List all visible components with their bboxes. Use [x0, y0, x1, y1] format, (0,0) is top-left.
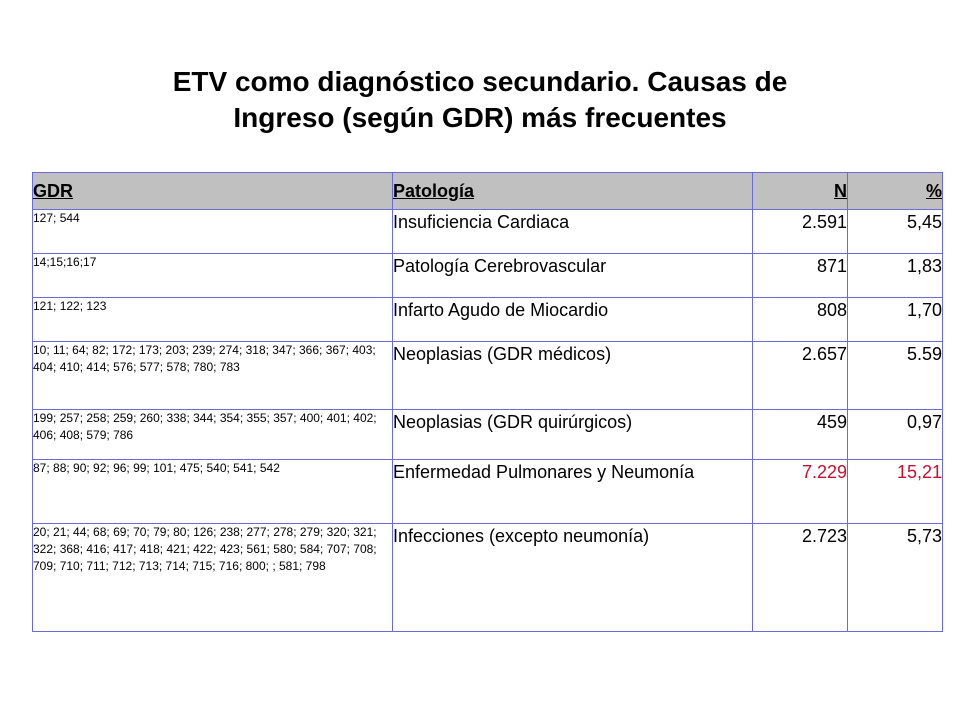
pct-cell-highlight: 15,21: [848, 460, 943, 524]
header-pct: %: [848, 173, 943, 210]
pct-cell: 1,83: [848, 254, 943, 298]
pct-cell: 5,45: [848, 210, 943, 254]
gdr-codes-cell: 121; 122; 123: [33, 298, 393, 342]
gdr-codes-cell: 199; 257; 258; 259; 260; 338; 344; 354; 355; 357; 400; 401; 402; 406; 408; 579; 786: [33, 410, 393, 460]
gdr-codes-cell: 87; 88; 90; 92; 96; 99; 101; 475; 540; 541; 542: [33, 460, 393, 524]
header-gdr: GDR: [33, 173, 393, 210]
header-n: N: [753, 173, 848, 210]
table-row: [33, 460, 943, 524]
table-row: [33, 410, 943, 460]
gdr-table: [32, 172, 943, 632]
patologia-cell: Insuficiencia Cardiaca: [393, 210, 753, 254]
pct-cell: 1,70: [848, 298, 943, 342]
table-row: [33, 254, 943, 298]
table-row: [33, 210, 943, 254]
patologia-cell: Neoplasias (GDR quirúrgicos): [393, 410, 753, 460]
gdr-codes-cell: 20; 21; 44; 68; 69; 70; 79; 80; 126; 238; 277; 278; 279; 320; 321; 322; 368; 416; 417; 418; 421; 422; 423; 561; 580; 584; 707; 708; 709; 710; 711; 712; 713; 714; 715; 716; 800; ; 581; 798: [33, 524, 393, 632]
pct-cell: 0,97: [848, 410, 943, 460]
table-row: [33, 298, 943, 342]
gdr-codes-cell: 14;15;16;17: [33, 254, 393, 298]
gdr-codes-cell: 127; 544: [33, 210, 393, 254]
pct-cell: 5,73: [848, 524, 943, 632]
header-patologia: Patología: [393, 173, 753, 210]
patologia-cell: Neoplasias (GDR médicos): [393, 342, 753, 410]
table-row: [33, 342, 943, 410]
n-cell: 2.723: [753, 524, 848, 632]
table-header-row: [33, 173, 943, 210]
patologia-cell: Enfermedad Pulmonares y Neumonía: [393, 460, 753, 524]
gdr-codes-cell: 10; 11; 64; 82; 172; 173; 203; 239; 274; 318; 347; 366; 367; 403; 404; 410; 414; 576; 577; 578; 780; 783: [33, 342, 393, 410]
title-line-1: ETV como diagnóstico secundario. Causas de: [172, 66, 788, 97]
n-cell: 459: [753, 410, 848, 460]
patologia-cell: Infarto Agudo de Miocardio: [393, 298, 753, 342]
n-cell: 808: [753, 298, 848, 342]
patologia-cell: Infecciones (excepto neumonía): [393, 524, 753, 632]
pct-cell: 5.59: [848, 342, 943, 410]
title-line-2: Ingreso (según GDR) más frecuentes: [233, 102, 727, 133]
n-cell: 2.657: [753, 342, 848, 410]
patologia-cell: Patología Cerebrovascular: [393, 254, 753, 298]
slide-title: [0, 64, 960, 136]
table-row: [33, 524, 943, 632]
n-cell-highlight: 7.229: [753, 460, 848, 524]
n-cell: 2.591: [753, 210, 848, 254]
n-cell: 871: [753, 254, 848, 298]
